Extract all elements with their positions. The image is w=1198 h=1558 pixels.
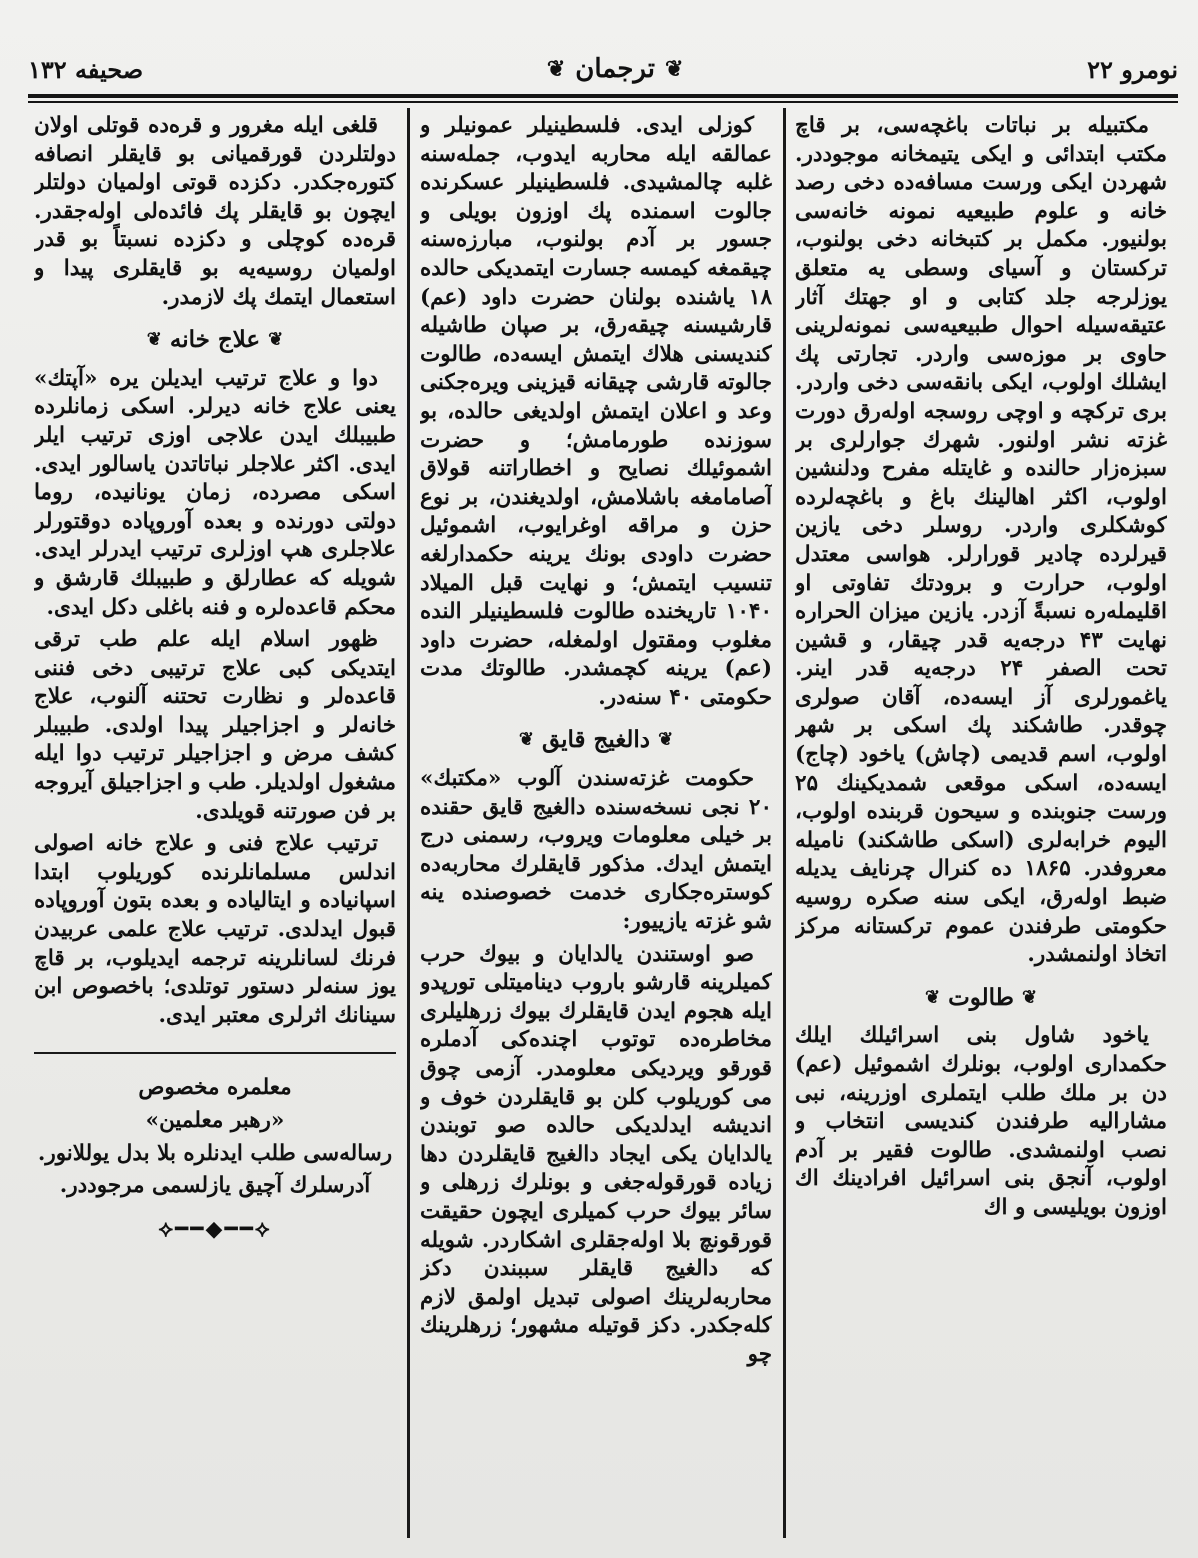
ad-title: معلمره مخصوص	[138, 1075, 292, 1101]
section-title: علاج خانه	[169, 326, 261, 354]
article-paragraph: ظهور اسلام ایله علم طب ترقی ایتدیکی کبی علاج ترتیبی دخی فننی قاعده‌لر و نظارت تحتنه آلنوب، علاج خانه‌لر و اجزاجیلر پیدا اولدی. طبیبلر کشف مرض و اجزاجیلر ترتیب دوا ایله مشغول اولدیلر. طب و اجزاجیلق آیروجه بر فن صورتنه قویلدی.	[34, 627, 396, 824]
article-paragraph: ترتیب علاج فنی و علاج خانه اصولی اندلس مسلمانلرنده کوریلوب ابتدا اسپانیاده و ایتالیاده و بعده بتون آوروپاده قبول ایدلدی. ترتیب علاج علمی عربیدن فرنك لسانلرینه ترجمه ایدیلوب، بر قاچ یوز سنه‌لر دستور توتلدی؛ باخصوص ابن سینانك اثرلری معتبر ایدی.	[34, 831, 396, 1028]
ad-text: رساله‌سی طلب ایدنلره بلا بدل یوللانور.	[37, 1140, 393, 1166]
ornament-icon: ❦	[546, 56, 566, 82]
ornament-icon: ❦	[924, 986, 941, 1008]
ornament-icon: ❦	[518, 729, 534, 751]
article-paragraph: مکتبیله بر نباتات باغچه‌سی، بر قاچ مکتب ابتدائی و ایکی یتیمخانه موجوددر. شهردن ایکی ورست مسافه‌ده دخی رصد خانه و علوم طبیعیه نمونه خانه‌سی بولنیور. مکمل بر کتبخانه دخی بولنوب، ترکستان و آسیای وسطی یه متعلق یوزلرجه جلد کتابی و او جهتك آثار عتیقه‌سیله احوال طبیعیه‌سی نمونه‌لرینی حاوی بر موزه‌سی واردر. تجارتی پك ایشلك اولوب، ایکی بانقه‌سی دخی واردر. بری ترکچه و اوچی روسجه اوله‌رق دورت غزته نشر اولنور. شهرك جوارلری بر سبزه‌زار حالنده و غایتله مفرح ودلنشین اولوب، اکثر اهالینك باغ و باغچه‌لرده کوشکلری واردر. روسلر دخی یازین قیرلرده چادیر قورارلر. هواسی معتدل اولوب، حرارت و برودتك تفاوتی او اقلیمله‌ره نسبةً آزدر. یازین میزان الحراره نهایت ۴۳ درجه‌یه قدر چیقار، و قشین تحت الصفر ۲۴ درجه‌یه قدر اینر. یاغمورلری آز ایسه‌ده، آقان صولری چوقدر. طاشکند پك اسکی بر شهر اولوب، اسم قدیمی (چاش) یاخود (چاج) ایسه‌ده، اسکی موقعی شمدیکینك ۲۵ ورست جنوبنده و سیحون قربنده اولوب، الیوم خرابه‌لری (اسکی طاشکند) نامیله معروفدر. ۱۸۶۵ ده کنرال چرنایف یدیله ضبط اوله‌رق، ایکی سنه صکره روسیه حکومتی طرفندن عموم ترکستانه مرکز اتخاذ اولنمشدر.	[795, 113, 1167, 968]
article-paragraph: کوزلی ایدی. فلسطینیلر عمونیلر و عمالقه ایله محاربه ایدوب، جمله‌سنه غلبه چالمشیدی. فلسطینیلر عسکرنده جالوت اسمنده پك اوزون بویلی و جسور بر آدم بولنوب، مبارزه‌سنه چیقمغه کیمسه جسارت ایتمدیکی حالده ۱۸ یاشنده بولنان حضرت داود (عم) قارشیسنه چیقه‌رق، بر صپان طاشیله کندیسنی هلاك ایتمش ایسه‌ده، طالوت جالوته قارشی چیقانه قیزینی ویره‌جکنی وعد و اعلان ایتمش اولدیغی حالده، بو سوزنده طورمامش؛ و حضرت اشموئیلك نصایح و اخطاراتنه قولاق آصامامغه باشلامش، اولدیغندن، بر نوع حزن و مراقه اوغرایوب، اشموئیل حضرت داودی بونك یرینه حکمدارلغه تنسیب ایتمش؛ و نهایت قبل المیلاد ۱۰۴۰ تاریخنده طالوت فلسطینیلر النده مغلوب ومقتول اولمغله، حضرت داود (عم) یرینه کچمشدر. طالوتك مدت حکومتی ۴۰ سنه‌در.	[420, 113, 772, 710]
ad-text: آدرسلرك آچیق یازلسمی مرجوددر.	[59, 1173, 371, 1199]
header-rule-thin	[28, 101, 1178, 103]
column-right	[795, 112, 1167, 1542]
ad-name: «رهبر معلمین»	[145, 1108, 285, 1133]
section-title: دالغیج قایق	[541, 726, 651, 754]
column-divider	[407, 108, 410, 1538]
column-divider	[783, 108, 786, 1538]
section-divider	[34, 1052, 396, 1054]
column-left	[34, 112, 396, 1542]
article-paragraph: حکومت غزته‌سندن آلوب «مکتبك» ۲۰ نجی نسخه‌سنده دالغیج قایق حقنده بر خیلی معلومات ویروب، رسمنی درج ایتمش ایدك. مذکور قایقلرك محاربه‌ده کوستره‌جکاری خدمت خصوصنده ینه شو غزته یازییور:	[420, 766, 772, 935]
ornament-icon: ❦	[658, 729, 674, 751]
article-paragraph: قلغی ایله مغرور و قره‌ده قوتلی اولان دولتلردن قورقمیانی بو قایقلر انصافه کتوره‌جکدر. دکزده قوتی اولمیان دولتلر ایچون بو قایقلر پك فائده‌لی اوله‌جقدر. قره‌ده کوچلی و دکزده نسبتاً بو قدر اولمیان روسیه‌یه بو قایقلری پیدا و استعمال ایتمك پك لازمدر.	[34, 113, 396, 310]
ornament-icon: ❦	[1021, 986, 1038, 1008]
article-paragraph: صو اوستندن یالدایان و بیوك حرب کمیلرینه قارشو باروب دینامیتلی تورپدو ایله هجوم ایدن قایقلرك بیوك زرهلیلری مخاطره‌ده توتوب اچنده‌کی آدملره قورقو ویردیکی معلومدر. آزمی چوق می کوریلوب کلن بو قایقلردن خوف و اندیشه ایدلدیکی حالده صو توبندن یالدایان یکی ایجاد دالغیج قایقلردن دها زیاده قورقوله‌جغی و بونلرك زرهلی و سائر بیوك حرب کمیلری ایچون حقیقت قورقونچ بلا اوله‌جقلری اشکاردر. شویله که دالغیج قایقلر سببندن دکز محاربه‌لرینك اصولی تبدیل اولمق لازم کله‌جکدر. دکز قوتیله مشهور؛ زرهلرینك چو	[420, 941, 772, 1367]
column-middle	[420, 112, 772, 1542]
ornament-icon: ❦	[664, 56, 684, 82]
page-number: صحیفه ۱۳۲	[28, 54, 144, 84]
article-paragraph: یاخود شاول بنی اسرائیلك ایلك حکمداری اولوب، بونلرك اشموئیل (عم) دن بر ملك طلب ایتملری اوزرینه، نبی مشارالیه طرفندن کندیسی انتخاب و نصب اولنمشدی. طالوت فقیر بر آدم اولوب، آنجق بنی اسرائیل افرادینك اك اوزون بویلیسی و اك	[795, 1023, 1167, 1220]
section-title: طالوت	[948, 983, 1014, 1011]
ornament-icon: ❦	[268, 329, 284, 351]
section-heading	[795, 984, 1167, 1013]
end-ornament-icon: ⟡━━◆━━⟡	[158, 1215, 272, 1242]
advertisement	[34, 1074, 396, 1243]
section-heading	[34, 326, 396, 355]
ornament-icon: ❦	[146, 329, 162, 351]
paper-title: ترجمان	[575, 54, 655, 84]
masthead	[547, 54, 684, 84]
issue-number: نومرو ۲۲	[1087, 54, 1178, 84]
section-heading	[420, 726, 772, 755]
article-paragraph: دوا و علاج ترتیب ایدیلن یره «آپتك» یعنی علاج خانه دیرلر. اسکی زمانلرده طبیبلك ایدن علاجی اوزی ترتیب ایلر ایدی. اکثر علاجلر نباتاتدن یاسالور ایدی. اسکی مصرده، زمان یونانیده، روما دولتی دورنده و بعده آوروپاده دوقتورلر علاجلری هپ اوزلری ترتیب ایدرلر ایدی. شویله که عطارلق و طبیبلك قارشق و محکم قاعده‌لره و فنه باغلی دکل ایدی.	[34, 365, 396, 620]
page-header	[28, 44, 1178, 94]
header-rule	[28, 94, 1178, 98]
